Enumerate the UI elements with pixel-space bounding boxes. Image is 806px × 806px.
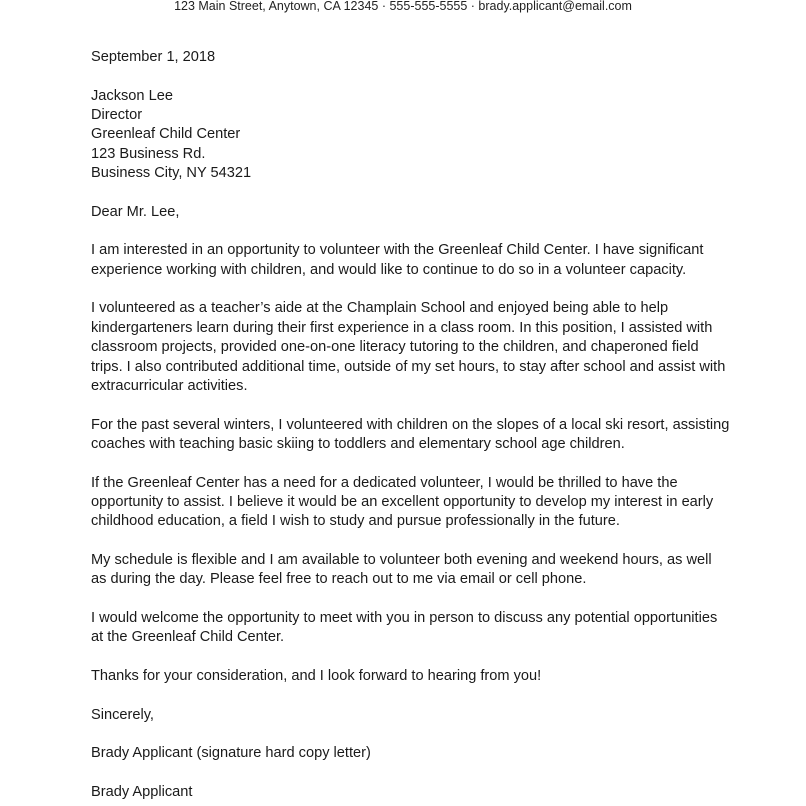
paragraph-schedule: My schedule is flexible and I am available to volunteer both evening and weekend hours, as well as during the day. Please feel free to reach out to me via email or cell phone.	[91, 552, 712, 588]
letter-body	[91, 48, 731, 806]
paragraph-meeting: I would welcome the opportunity to meet with you in person to discuss any potential opportunities at the Greenleaf Child Center.	[91, 610, 718, 646]
paragraph-ski: For the past several winters, I volunteered with children on the slopes of a local ski resort, assisting coaches with teaching basic skiing to toddlers and elementary school age children.	[91, 416, 730, 453]
signature-note: Brady Applicant (signature hard copy letter)	[91, 745, 371, 762]
recipient-title: Director	[91, 107, 143, 123]
paragraph-experience: I volunteered as a teacher’s aide at the Champlain School and enjoyed being able to help kindergarteners learn during their first experience in a class room. In this position, I assisted with classroom projects, provided one-on-one literacy tutoring to the children, and chaperoned field trips. I also contributed additional time, outside of my set hours, to stay after school and assist with extracurricular activities.	[91, 300, 726, 395]
contact-line: 123 Main Street, Anytown, CA 12345 · 555-555-5555 · brady.applicant@email.com	[174, 0, 632, 13]
recipient-street: 123 Business Rd.	[91, 145, 206, 162]
recipient-city: Business City, NY 54321	[91, 165, 252, 182]
paragraph-intro: I am interested in an opportunity to volunteer with the Greenleaf Child Center. I have significant experience working with children, and would like to continue to do so in a volunteer capacity.	[91, 242, 704, 278]
paragraph-thanks: Thanks for your consideration, and I look forward to hearing from you!	[91, 668, 542, 685]
recipient-organization: Greenleaf Child Center	[91, 126, 241, 143]
recipient-address	[91, 87, 731, 184]
letter-date: September 1, 2018	[91, 49, 216, 65]
recipient-name: Jackson Lee	[91, 87, 173, 104]
closing: Sincerely,	[91, 706, 154, 723]
typed-name: Brady Applicant	[91, 783, 193, 800]
paragraph-need: If the Greenleaf Center has a need for a dedicated volunteer, I would be thrilled to have the opportunity to assist. I believe it would be an excellent opportunity to develop my interest in early childhood education, a field I wish to study and pursue professionally in the future.	[91, 474, 714, 530]
salutation: Dear Mr. Lee,	[91, 203, 180, 220]
